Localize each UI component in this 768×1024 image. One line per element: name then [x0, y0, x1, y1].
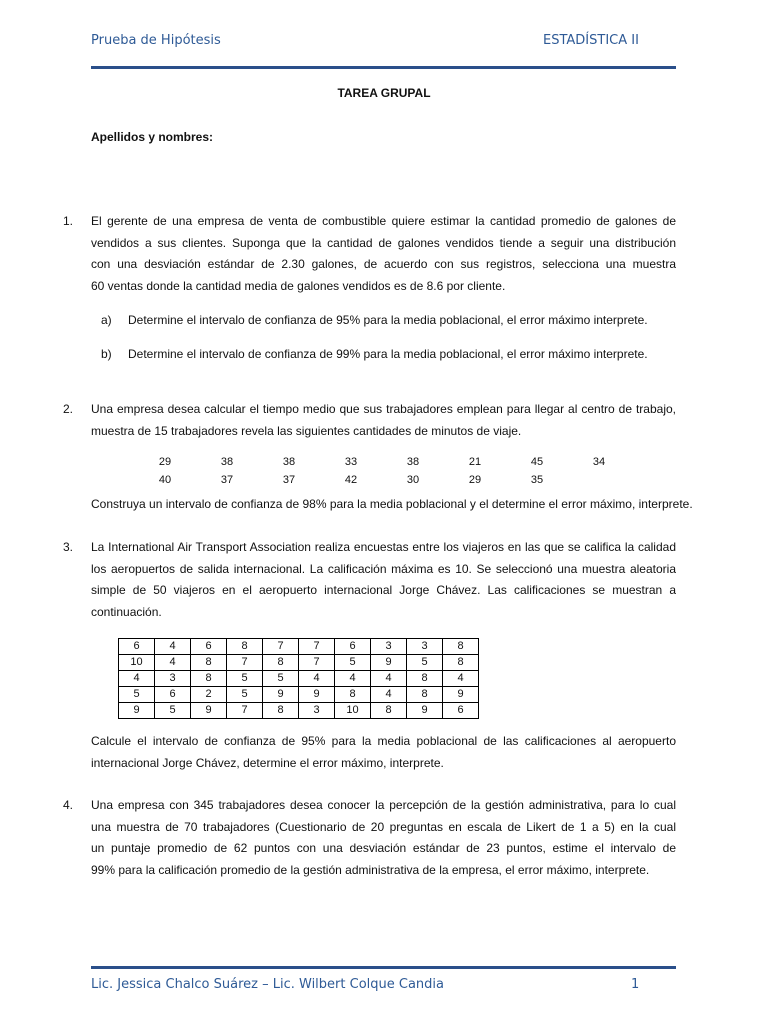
score-cell: 9 [119, 703, 155, 719]
scores-row [119, 703, 479, 719]
score-cell: 5 [263, 671, 299, 687]
score-cell: 6 [191, 639, 227, 655]
q3-closing [91, 731, 676, 774]
q1-a-label: a) [101, 313, 112, 327]
score-cell: 4 [335, 671, 371, 687]
score-cell: 4 [155, 655, 191, 671]
scores-row [119, 687, 479, 703]
scores-row [119, 655, 479, 671]
score-cell: 5 [227, 687, 263, 703]
score-cell: 8 [371, 703, 407, 719]
q3-number: 3. [63, 540, 74, 554]
q1-a-text: Determine el intervalo de confianza de 95% para la media poblacional, el error máximo interprete. [128, 313, 648, 327]
q4-line: una muestra de 70 trabajadores (Cuestionario de 20 preguntas en escala de Likert de 1 a 5) en la cual [91, 819, 676, 834]
score-cell: 8 [191, 655, 227, 671]
score-cell: 4 [443, 671, 479, 687]
q3-line: los aeropuertos de salida internacional. La calificación máxima es 10. Se seleccionó una muestra aleatoria [91, 561, 676, 576]
minutes-value: 21 [468, 456, 482, 468]
q2-line: muestra de 15 trabajadores revela las siguientes cantidades de minutos de viaje. [91, 423, 522, 438]
q3-closing-line: Calcule el intervalo de confianza de 95% para la media poblacional de las calificaciones al aeropuerto [91, 734, 676, 748]
header-left-title: Prueba de Hipótesis [91, 33, 221, 48]
score-cell: 7 [299, 655, 335, 671]
q4-line: 99% para la calificación promedio de la gestión administrativa de la empresa, el error máximo, interprete. [91, 862, 650, 877]
minutes-value: 38 [220, 456, 234, 468]
score-cell: 8 [407, 687, 443, 703]
score-cell: 8 [191, 671, 227, 687]
header-right-title: ESTADÍSTICA II [543, 33, 639, 48]
score-cell: 9 [263, 687, 299, 703]
footer-divider [91, 966, 676, 969]
scores-table [118, 638, 479, 719]
page-number: 1 [631, 977, 640, 992]
score-cell: 9 [191, 703, 227, 719]
score-cell: 9 [443, 687, 479, 703]
score-cell: 6 [335, 639, 371, 655]
q1-line: El gerente de una empresa de venta de combustible quiere estimar la cantidad promedio de galones de [91, 214, 676, 228]
score-cell: 2 [191, 687, 227, 703]
score-cell: 8 [263, 703, 299, 719]
header-divider [91, 66, 676, 69]
score-cell: 6 [119, 639, 155, 655]
score-cell: 3 [299, 703, 335, 719]
score-cell: 4 [119, 671, 155, 687]
minutes-value: 33 [344, 456, 358, 468]
score-cell: 8 [443, 655, 479, 671]
score-cell: 10 [119, 655, 155, 671]
score-cell: 5 [227, 671, 263, 687]
q3-line: La International Air Transport Association realiza encuestas entre los viajeros en las que se califica la calidad [91, 540, 676, 554]
q1-line: 60 ventas donde la cantidad media de galones vendidos es de 8.6 por cliente. [91, 278, 506, 293]
q3-text [91, 537, 676, 623]
q1-b-text: Determine el intervalo de confianza de 99% para la media poblacional, el error máximo interprete. [128, 347, 648, 361]
score-cell: 5 [119, 687, 155, 703]
q3-closing-line: internacional Jorge Chávez, determine el error máximo, interprete. [91, 755, 444, 770]
score-cell: 8 [335, 687, 371, 703]
q4-line: un puntaje promedio de 62 puntos con una desviación estándar de 23 puntos, estime el intervalo de [91, 841, 676, 855]
minutes-value: 40 [158, 474, 172, 486]
score-cell: 9 [299, 687, 335, 703]
score-cell: 5 [407, 655, 443, 671]
score-cell: 4 [155, 639, 191, 655]
footer-authors: Lic. Jessica Chalco Suárez – Lic. Wilbert Colque Candia [91, 977, 444, 992]
document-title: TAREA GRUPAL [337, 86, 431, 100]
score-cell: 7 [263, 639, 299, 655]
score-cell: 4 [371, 687, 407, 703]
score-cell: 4 [299, 671, 335, 687]
minutes-value: 38 [406, 456, 420, 468]
minutes-value: 29 [468, 474, 482, 486]
score-cell: 8 [227, 639, 263, 655]
score-cell: 3 [407, 639, 443, 655]
scores-row [119, 639, 479, 655]
q4-line: Una empresa con 345 trabajadores desea conocer la percepción de la gestión administrativa, para lo cual [91, 798, 676, 812]
score-cell: 10 [335, 703, 371, 719]
q1-line: con una desviación estándar de 2.30 galones, de acuerdo con sus registros, selecciona una muestra [91, 257, 676, 271]
minutes-value: 29 [158, 456, 172, 468]
score-cell: 6 [155, 687, 191, 703]
q3-line: simple de 50 viajeros en el aeropuerto internacional Jorge Chávez. Las calificaciones se muestran a [91, 583, 676, 597]
score-cell: 9 [371, 655, 407, 671]
score-cell: 7 [227, 655, 263, 671]
score-cell: 4 [371, 671, 407, 687]
q2-closing: Construya un intervalo de confianza de 98% para la media poblacional y el determine el error máximo, interprete. [91, 497, 693, 511]
score-cell: 8 [407, 671, 443, 687]
score-cell: 9 [407, 703, 443, 719]
q1-number: 1. [63, 214, 74, 228]
minutes-value: 38 [282, 456, 296, 468]
q2-number: 2. [63, 402, 74, 416]
q2-text [91, 399, 676, 442]
score-cell: 6 [443, 703, 479, 719]
score-cell: 3 [155, 671, 191, 687]
q2-line: Una empresa desea calcular el tiempo medio que sus trabajadores emplean para llegar al centro de trabajo, [91, 402, 676, 416]
scores-table-body [119, 639, 479, 719]
minutes-value: 45 [530, 456, 544, 468]
minutes-value: 34 [592, 456, 606, 468]
minutes-value: 35 [530, 474, 544, 486]
score-cell: 7 [227, 703, 263, 719]
minutes-value: 42 [344, 474, 358, 486]
score-cell: 3 [371, 639, 407, 655]
score-cell: 5 [155, 703, 191, 719]
q1-b-label: b) [101, 347, 112, 361]
scores-row [119, 671, 479, 687]
score-cell: 8 [443, 639, 479, 655]
q1-line: vendidos a sus clientes. Suponga que la cantidad de galones vendidos tiende a seguir una distribución [91, 235, 676, 250]
q3-line: continuación. [91, 604, 162, 619]
q4-text [91, 795, 676, 881]
q1-text [91, 211, 676, 297]
minutes-value: 37 [282, 474, 296, 486]
q4-number: 4. [63, 798, 74, 812]
names-label: Apellidos y nombres: [91, 130, 214, 144]
score-cell: 5 [335, 655, 371, 671]
minutes-value: 37 [220, 474, 234, 486]
minutes-value: 30 [406, 474, 420, 486]
score-cell: 7 [299, 639, 335, 655]
score-cell: 8 [263, 655, 299, 671]
